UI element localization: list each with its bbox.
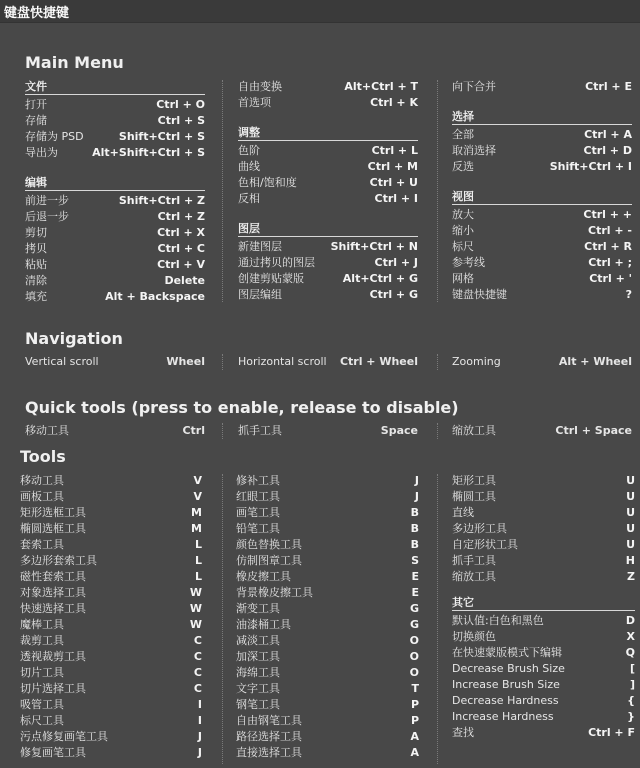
shortcut-label: 渐变工具 <box>236 602 280 615</box>
shortcut-label: 自定形状工具 <box>452 538 518 551</box>
shortcut-key: A <box>410 746 419 759</box>
shortcut-key: Alt + Backspace <box>105 290 205 303</box>
shortcut-label: 画笔工具 <box>236 506 280 519</box>
shortcut-key: J <box>197 746 202 759</box>
tool-row <box>452 553 635 569</box>
shortcut-key: Shift+Ctrl + S <box>118 130 205 143</box>
shortcut-row <box>25 225 205 241</box>
shortcut-key: M <box>191 522 202 535</box>
shortcut-key: Shift+Ctrl + N <box>330 240 418 253</box>
main-menu-column-2 <box>238 79 418 303</box>
shortcut-key: } <box>627 710 635 723</box>
tool-row <box>452 473 635 489</box>
tool-row <box>20 553 202 569</box>
tool-row <box>236 521 419 537</box>
shortcut-key: Shift+Ctrl + Z <box>118 194 205 207</box>
shortcut-label: 默认值:白色和黑色 <box>452 614 544 627</box>
shortcut-label: 首选项 <box>238 96 271 109</box>
group-heading: 选择 <box>452 109 632 125</box>
shortcut-key: [ <box>629 662 635 675</box>
tools-column-1 <box>20 473 202 761</box>
shortcut-label: 油漆桶工具 <box>236 618 291 631</box>
shortcut-key: Ctrl + S <box>157 114 205 127</box>
shortcut-key: Alt + Wheel <box>558 355 632 368</box>
shortcut-row <box>238 143 418 159</box>
shortcut-label: 透视裁剪工具 <box>20 650 86 663</box>
shortcut-row <box>25 129 205 145</box>
shortcut-row <box>25 193 205 209</box>
shortcut-key: J <box>414 490 419 503</box>
shortcut-row <box>238 423 418 439</box>
shortcut-label: 减淡工具 <box>236 634 280 647</box>
tool-row <box>236 633 419 649</box>
shortcut-label: 多边形工具 <box>452 522 507 535</box>
shortcut-key: P <box>410 698 419 711</box>
shortcut-key: Ctrl + A <box>584 128 632 141</box>
shortcut-label: 切片选择工具 <box>20 682 86 695</box>
shortcut-key: B <box>410 506 419 519</box>
shortcut-label: 裁剪工具 <box>20 634 64 647</box>
tool-row <box>452 489 635 505</box>
shortcut-key: U <box>626 474 635 487</box>
shortcut-key: L <box>194 570 202 583</box>
shortcut-row <box>452 207 632 223</box>
shortcut-label: 取消选择 <box>452 144 496 157</box>
shortcut-label: 海绵工具 <box>236 666 280 679</box>
shortcut-key: Ctrl + O <box>156 98 205 111</box>
shortcut-key: Ctrl + Wheel <box>339 355 418 368</box>
tool-row <box>20 505 202 521</box>
shortcut-key: Ctrl + J <box>374 256 418 269</box>
shortcut-key: Ctrl <box>182 424 205 437</box>
shortcut-label: Decrease Brush Size <box>452 662 565 675</box>
shortcut-row <box>25 145 205 161</box>
shortcut-key: L <box>194 538 202 551</box>
shortcut-key: U <box>626 522 635 535</box>
shortcut-label: 路径选择工具 <box>236 730 302 743</box>
shortcut-label: 移动工具 <box>25 424 69 437</box>
tool-row <box>20 681 202 697</box>
shortcut-label: 剪切 <box>25 226 47 239</box>
tool-row <box>20 745 202 761</box>
shortcut-label: 创建剪贴蒙版 <box>238 272 304 285</box>
shortcut-row <box>238 79 418 95</box>
shortcut-row <box>238 287 418 303</box>
shortcut-label: 缩放工具 <box>452 424 496 437</box>
shortcut-key: C <box>193 650 202 663</box>
shortcut-row <box>452 223 632 239</box>
shortcut-label: 快速选择工具 <box>20 602 86 615</box>
shortcut-row <box>238 159 418 175</box>
shortcut-key: Ctrl + Z <box>157 210 205 223</box>
shortcut-row <box>238 239 418 255</box>
tool-row <box>452 537 635 553</box>
shortcut-label: 填充 <box>25 290 47 303</box>
shortcut-label: 打开 <box>25 98 47 111</box>
shortcut-row <box>25 113 205 129</box>
shortcut-label: 全部 <box>452 128 474 141</box>
tool-row <box>20 537 202 553</box>
shortcut-label: 修复画笔工具 <box>20 746 86 759</box>
shortcut-key: G <box>409 618 419 631</box>
shortcut-key: I <box>197 698 202 711</box>
tool-row <box>236 681 419 697</box>
shortcut-key: Z <box>627 570 635 583</box>
shortcut-label: Zooming <box>452 355 501 368</box>
shortcut-key: Wheel <box>166 355 205 368</box>
shortcut-label: 矩形选框工具 <box>20 506 86 519</box>
tool-row <box>452 629 635 645</box>
tool-row <box>236 729 419 745</box>
shortcut-key: D <box>625 614 635 627</box>
shortcut-label: 键盘快捷键 <box>452 288 507 301</box>
shortcut-label: Horizontal scroll <box>238 355 327 368</box>
shortcut-label: 修补工具 <box>236 474 280 487</box>
shortcut-key: Space <box>380 424 418 437</box>
shortcut-label: 抓手工具 <box>452 554 496 567</box>
shortcut-key: Alt+Ctrl + T <box>344 80 418 93</box>
shortcut-key: O <box>409 666 419 679</box>
tool-row <box>236 713 419 729</box>
shortcut-key: E <box>411 586 419 599</box>
tool-row <box>236 665 419 681</box>
shortcut-key: O <box>409 650 419 663</box>
window-titlebar <box>0 0 640 23</box>
tool-row <box>452 613 635 629</box>
tool-row <box>236 537 419 553</box>
shortcut-label: 存储为 PSD <box>25 130 84 143</box>
shortcut-row <box>25 209 205 225</box>
shortcut-label: 红眼工具 <box>236 490 280 503</box>
shortcut-label: Increase Brush Size <box>452 678 560 691</box>
shortcut-label: 放大 <box>452 208 474 221</box>
shortcut-key: Ctrl + U <box>369 176 418 189</box>
window-title: 键盘快捷键 <box>4 6 70 21</box>
shortcut-row <box>25 241 205 257</box>
tool-row <box>452 661 635 677</box>
shortcut-label: 文字工具 <box>236 682 280 695</box>
tool-row <box>20 617 202 633</box>
shortcut-key: Ctrl + D <box>583 144 632 157</box>
shortcut-label: 画板工具 <box>20 490 64 503</box>
shortcut-key: U <box>626 490 635 503</box>
shortcut-label: 清除 <box>25 274 47 287</box>
shortcut-key: P <box>410 714 419 727</box>
shortcut-label: 导出为 <box>25 146 58 159</box>
shortcut-key: M <box>191 506 202 519</box>
shortcut-key: Ctrl + ; <box>588 256 632 269</box>
shortcut-key: Q <box>625 646 635 659</box>
tool-row <box>236 569 419 585</box>
shortcut-key: Ctrl + Space <box>555 424 632 437</box>
shortcut-key: Ctrl + R <box>584 240 632 253</box>
shortcut-label: 吸管工具 <box>20 698 64 711</box>
tool-row <box>236 649 419 665</box>
shortcut-label: 背景橡皮擦工具 <box>236 586 313 599</box>
shortcut-label: 仿制图章工具 <box>236 554 302 567</box>
shortcut-key: W <box>189 618 202 631</box>
shortcut-key: Ctrl + - <box>588 224 632 237</box>
column-separator <box>222 354 223 370</box>
shortcut-key: Ctrl + + <box>583 208 632 221</box>
shortcut-key: W <box>189 602 202 615</box>
shortcut-label: 多边形套索工具 <box>20 554 97 567</box>
shortcut-label: 污点修复画笔工具 <box>20 730 108 743</box>
shortcut-label: Increase Hardness <box>452 710 554 723</box>
tool-row <box>452 677 635 693</box>
tool-row <box>452 693 635 709</box>
shortcut-label: 反选 <box>452 160 474 173</box>
column-separator <box>222 80 223 302</box>
main-menu-title: Main Menu <box>25 53 124 72</box>
shortcut-label: 铅笔工具 <box>236 522 280 535</box>
tool-row <box>20 601 202 617</box>
tool-row <box>20 729 202 745</box>
shortcut-key: U <box>626 538 635 551</box>
shortcut-label: 抓手工具 <box>238 424 282 437</box>
group-heading: 文件 <box>25 79 205 95</box>
shortcut-label: 拷贝 <box>25 242 47 255</box>
tool-row <box>452 709 635 725</box>
shortcut-key: H <box>625 554 635 567</box>
shortcut-label: 存储 <box>25 114 47 127</box>
column-separator <box>437 80 438 302</box>
shortcut-key: Alt+Ctrl + G <box>342 272 418 285</box>
shortcut-key: ] <box>629 678 635 691</box>
tool-row <box>20 697 202 713</box>
shortcut-row <box>452 143 632 159</box>
shortcut-row <box>452 354 632 370</box>
shortcut-key: L <box>194 554 202 567</box>
shortcut-label: 自由变换 <box>238 80 282 93</box>
shortcut-label: 颜色替换工具 <box>236 538 302 551</box>
shortcut-row <box>25 423 205 439</box>
shortcut-row <box>238 175 418 191</box>
tool-row <box>236 473 419 489</box>
shortcut-label: 曲线 <box>238 160 260 173</box>
main-menu-column-3 <box>452 79 632 303</box>
shortcut-key: T <box>411 682 419 695</box>
tool-row <box>236 617 419 633</box>
shortcut-row <box>25 354 205 370</box>
shortcut-label: 反相 <box>238 192 260 205</box>
shortcut-label: 网格 <box>452 272 474 285</box>
tool-row <box>20 633 202 649</box>
tool-row <box>236 697 419 713</box>
tool-row <box>236 601 419 617</box>
shortcut-key: Ctrl + L <box>371 144 418 157</box>
tool-row <box>20 665 202 681</box>
shortcut-label: 缩放工具 <box>452 570 496 583</box>
shortcut-label: 橡皮擦工具 <box>236 570 291 583</box>
shortcut-label: 套索工具 <box>20 538 64 551</box>
group-heading: 编辑 <box>25 175 205 191</box>
shortcut-label: 标尺 <box>452 240 474 253</box>
column-separator <box>437 474 438 764</box>
shortcut-row <box>452 239 632 255</box>
shortcut-label: 图层编组 <box>238 288 282 301</box>
tool-row <box>452 505 635 521</box>
shortcut-key: J <box>197 730 202 743</box>
tool-row <box>236 505 419 521</box>
tool-row <box>20 585 202 601</box>
shortcut-key: Ctrl + ' <box>589 272 632 285</box>
shortcut-label: 新建图层 <box>238 240 282 253</box>
shortcut-key: W <box>189 586 202 599</box>
shortcut-label: 色相/饱和度 <box>238 176 297 189</box>
shortcut-row <box>25 289 205 305</box>
group-heading: 其它 <box>452 595 635 611</box>
shortcut-label: 加深工具 <box>236 650 280 663</box>
shortcut-key: X <box>626 630 635 643</box>
shortcut-label: 向下合并 <box>452 80 496 93</box>
shortcut-key: C <box>193 666 202 679</box>
column-separator <box>222 423 223 439</box>
shortcut-label: Vertical scroll <box>25 355 99 368</box>
shortcut-key: Ctrl + F <box>588 726 635 739</box>
shortcut-row <box>452 159 632 175</box>
shortcut-key: Ctrl + M <box>367 160 418 173</box>
shortcut-label: 矩形工具 <box>452 474 496 487</box>
shortcut-label: 直接选择工具 <box>236 746 302 759</box>
shortcut-label: 自由钢笔工具 <box>236 714 302 727</box>
shortcut-label: 切换颜色 <box>452 630 496 643</box>
shortcut-label: 前进一步 <box>25 194 69 207</box>
shortcut-key: Ctrl + V <box>157 258 205 271</box>
shortcut-key: Ctrl + I <box>374 192 418 205</box>
tool-row <box>20 473 202 489</box>
tool-row <box>20 649 202 665</box>
tool-row <box>20 713 202 729</box>
shortcut-key: ? <box>625 288 632 301</box>
shortcut-label: 标尺工具 <box>20 714 64 727</box>
shortcut-label: 椭圆工具 <box>452 490 496 503</box>
shortcut-label: 缩小 <box>452 224 474 237</box>
tool-row <box>236 553 419 569</box>
quick-tools-title: Quick tools (press to enable, release to disable) <box>25 398 459 417</box>
group-heading: 视图 <box>452 189 632 205</box>
column-separator <box>437 354 438 370</box>
shortcut-row <box>238 354 418 370</box>
shortcut-key: Ctrl + K <box>370 96 418 109</box>
tools-column-2 <box>236 473 419 761</box>
shortcut-label: 查找 <box>452 726 474 739</box>
shortcut-key: V <box>193 474 202 487</box>
shortcut-row <box>238 271 418 287</box>
shortcut-key: B <box>410 538 419 551</box>
shortcut-row <box>452 287 632 303</box>
shortcut-label: 魔棒工具 <box>20 618 64 631</box>
tools-column-3 <box>452 473 635 741</box>
group-heading: 调整 <box>238 125 418 141</box>
shortcut-key: { <box>627 694 635 707</box>
shortcut-row <box>452 127 632 143</box>
shortcut-key: Ctrl + X <box>157 226 205 239</box>
shortcut-key: U <box>626 506 635 519</box>
shortcut-label: 直线 <box>452 506 474 519</box>
shortcut-label: Decrease Hardness <box>452 694 559 707</box>
shortcut-label: 参考线 <box>452 256 485 269</box>
shortcut-row <box>25 257 205 273</box>
column-separator <box>437 423 438 439</box>
tool-row <box>236 585 419 601</box>
shortcut-label: 对象选择工具 <box>20 586 86 599</box>
shortcut-key: Ctrl + C <box>157 242 205 255</box>
shortcut-label: 钢笔工具 <box>236 698 280 711</box>
shortcut-label: 椭圆选框工具 <box>20 522 86 535</box>
tool-row <box>20 569 202 585</box>
shortcut-key: Shift+Ctrl + I <box>549 160 632 173</box>
shortcut-key: J <box>414 474 419 487</box>
shortcut-label: 磁性套索工具 <box>20 570 86 583</box>
shortcut-row <box>238 191 418 207</box>
shortcut-key: O <box>409 634 419 647</box>
navigation-title: Navigation <box>25 329 123 348</box>
tool-row <box>452 569 635 585</box>
shortcut-key: C <box>193 634 202 647</box>
tool-row <box>20 521 202 537</box>
group-heading: 图层 <box>238 221 418 237</box>
shortcut-row <box>452 79 632 95</box>
shortcut-key: Ctrl + E <box>585 80 632 93</box>
tool-row <box>452 725 635 741</box>
tool-row <box>20 489 202 505</box>
shortcut-key: Alt+Shift+Ctrl + S <box>92 146 205 159</box>
shortcut-row <box>452 255 632 271</box>
shortcut-key: A <box>410 730 419 743</box>
shortcut-label: 切片工具 <box>20 666 64 679</box>
tool-row <box>236 745 419 761</box>
main-menu-column-1 <box>25 79 205 305</box>
shortcut-key: S <box>411 554 419 567</box>
shortcut-row <box>238 95 418 111</box>
tools-title: Tools <box>20 447 66 466</box>
shortcut-key: Delete <box>164 274 205 287</box>
shortcut-label: 在快速蒙版模式下编辑 <box>452 646 562 659</box>
shortcut-key: I <box>197 714 202 727</box>
shortcut-row <box>25 97 205 113</box>
shortcut-key: E <box>411 570 419 583</box>
shortcut-key: V <box>193 490 202 503</box>
shortcut-key: C <box>193 682 202 695</box>
shortcut-row <box>452 423 632 439</box>
tool-row <box>452 645 635 661</box>
shortcut-row <box>25 273 205 289</box>
shortcut-key: G <box>409 602 419 615</box>
shortcut-label: 移动工具 <box>20 474 64 487</box>
column-separator <box>222 474 223 764</box>
shortcut-label: 通过拷贝的图层 <box>238 256 315 269</box>
shortcut-row <box>238 255 418 271</box>
tool-row <box>236 489 419 505</box>
shortcut-label: 色阶 <box>238 144 260 157</box>
shortcut-key: B <box>410 522 419 535</box>
shortcut-label: 后退一步 <box>25 210 69 223</box>
shortcut-label: 粘贴 <box>25 258 47 271</box>
shortcut-row <box>452 271 632 287</box>
tool-row <box>452 521 635 537</box>
shortcut-key: Ctrl + G <box>369 288 418 301</box>
